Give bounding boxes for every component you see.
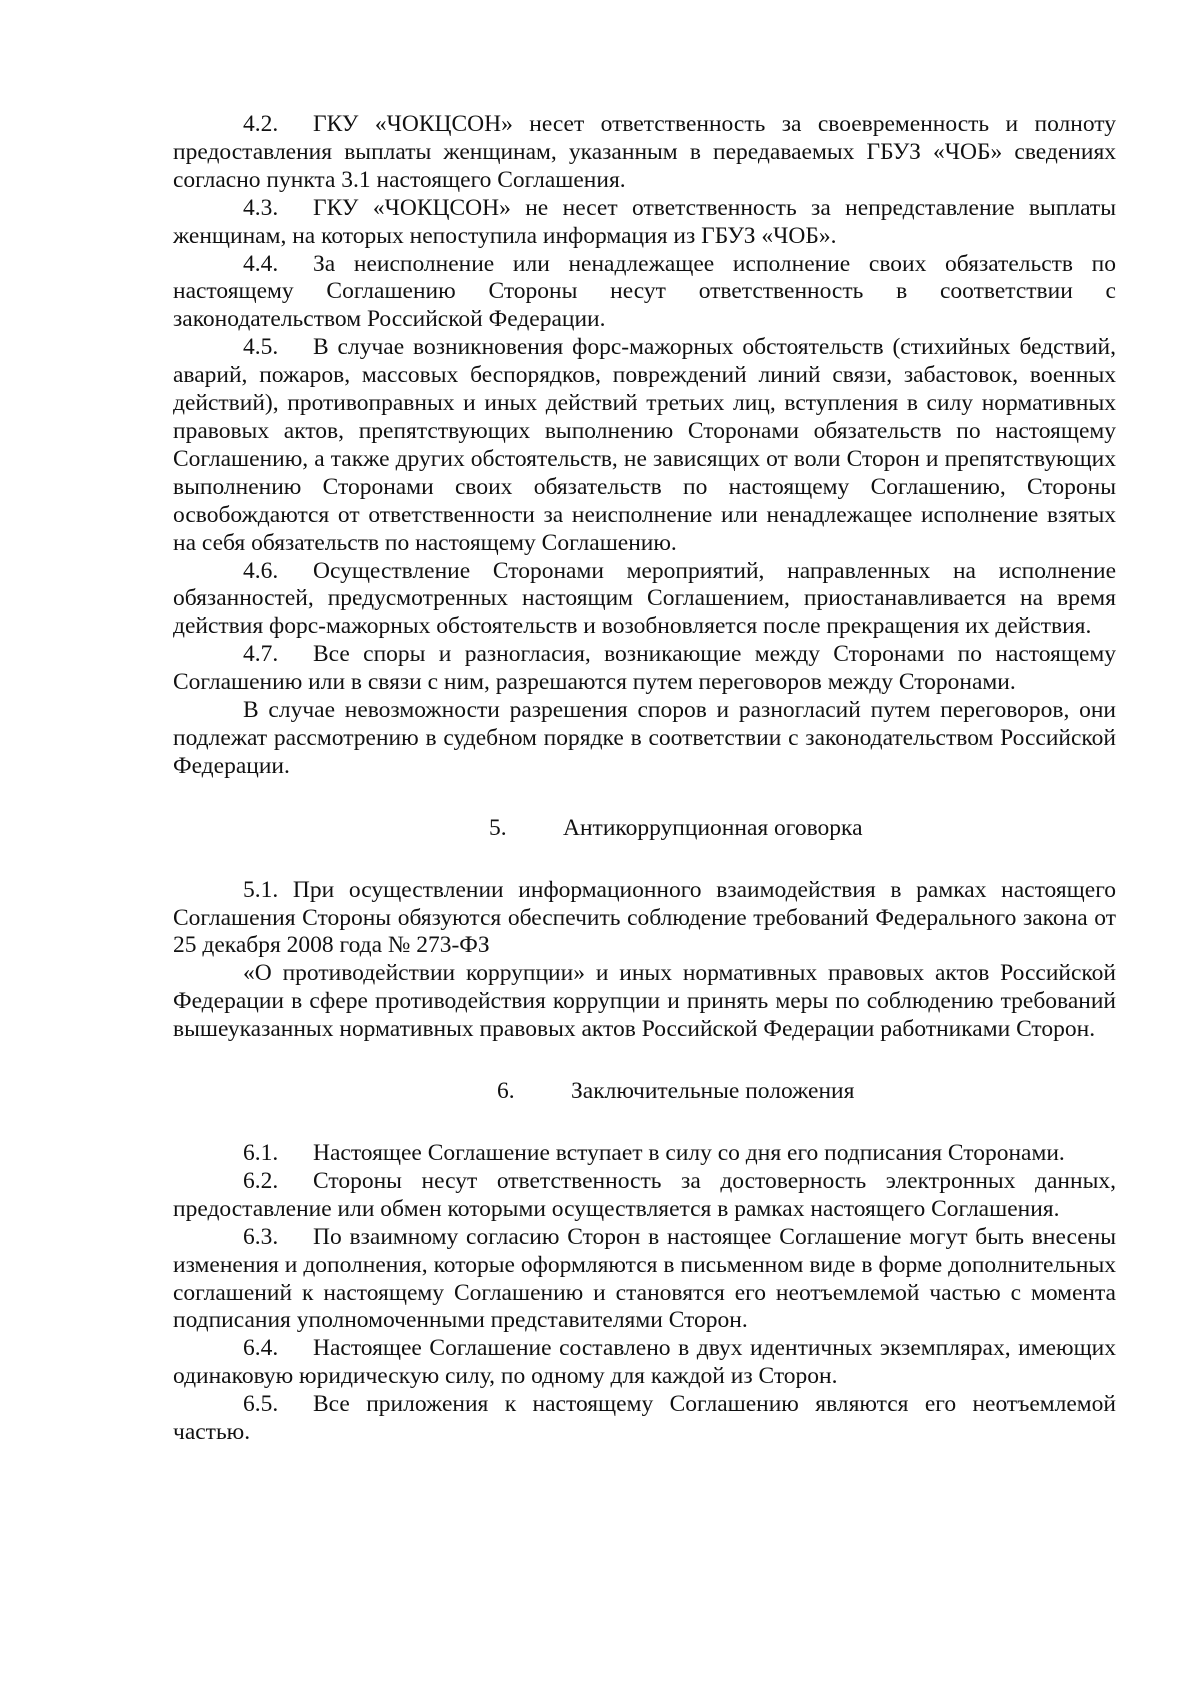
clause-number: 4.5. (243, 334, 279, 361)
section-5-heading (173, 815, 1116, 843)
clause-number: 6.2. (243, 1167, 279, 1194)
clause-text: Настоящее Соглашение вступает в силу со дня его подписания Сторонами. (313, 1140, 1065, 1166)
clause-text: Все приложения к настоящему Соглашению являются его неотъемлемой частью. (173, 1391, 1116, 1446)
section-6-heading (173, 1078, 1116, 1106)
clause-5-1: 5.1. При осуществлении информационного взаимодействия в рамках настоящего Соглашения Стороны обязуются обеспечить соблюдение требований Федерального закона от 25 декабря 2008 года № 273-ФЗ (173, 876, 1116, 959)
clause-4-7-continuation: В случае невозможности разрешения споров и разногласий путем переговоров, они подлежат рассмотрению в судебном порядке в соответствии с законодательством Российской Федерации. (173, 697, 1116, 779)
clause-4-2 (173, 111, 1116, 195)
clause-number: 4.3. (243, 194, 279, 221)
section-title: Антикоррупционная оговорка (563, 814, 863, 841)
clause-6-3 (173, 1224, 1116, 1336)
section-number: 5. (489, 814, 507, 841)
clause-number: 6.4. (243, 1335, 279, 1362)
clause-text: За неисполнение или ненадлежащее исполнение своих обязательств по настоящему Соглашению Стороны несут ответственность в соответствии с законодательством Российской Федерации. (173, 250, 1116, 333)
clause-text: ГКУ «ЧОКЦСОН» не несет ответственность за непредставление выплаты женщинам, на которых непоступила информация из ГБУЗ «ЧОБ». (173, 194, 1116, 249)
clause-text: Осуществление Сторонами мероприятий, направленных на исполнение обязанностей, предусмотренных настоящим Соглашением, приостанавливается на время действия форс-мажорных обстоятельств и возобновляется после прекращения их действия. (173, 557, 1116, 640)
clause-4-6 (173, 558, 1116, 642)
clause-6-5 (173, 1391, 1116, 1447)
spacer (173, 1044, 1116, 1078)
clause-6-1 (173, 1140, 1116, 1168)
clause-text: В случае возникновения форс-мажорных обстоятельств (стихийных бедствий, аварий, пожаров, массовых беспорядков, повреждений линий связи, забастовок, военных действий), противоправных и иных действий третьих лиц, вступления в силу нормативных правовых актов, препятствующих выполнению Сторонами обязательств по настоящему Соглашению, а также других обстоятельств, не зависящих от воли Сторон и препятствующих выполнению Сторонами своих обязательств по настоящему Соглашению, Стороны освобождаются от ответственности за неисполнение или ненадлежащее исполнение взятых на себя обязательств по настоящему Соглашению. (173, 334, 1116, 556)
spacer (173, 781, 1116, 815)
clause-6-4 (173, 1335, 1116, 1391)
spacer (173, 1106, 1116, 1140)
clause-5-1-continuation: «О противодействии коррупции» и иных нормативных правовых актов Российской Федерации в сфере противодействия коррупции и принять меры по соблюдению требований вышеуказанных нормативных правовых актов Российской Федерации работниками Сторон. (173, 960, 1116, 1043)
clause-number: 4.7. (243, 641, 279, 668)
clause-text: Стороны несут ответственность за достоверность электронных данных, предоставление или обмен которыми осуществляется в рамках настоящего Соглашения. (173, 1167, 1116, 1222)
clause-number: 6.5. (243, 1391, 279, 1418)
clause-4-3 (173, 195, 1116, 251)
clause-text: Все споры и разногласия, возникающие между Сторонами по настоящему Соглашению или в связи с ним, разрешаются путем переговоров между Сторонами. (173, 641, 1116, 696)
clause-text: По взаимному согласию Сторон в настоящее Соглашение могут быть внесены изменения и дополнения, которые оформляются в письменном виде в форме дополнительных соглашений к настоящему Соглашению и становятся его неотъемлемой частью с момента подписания уполномоченными представителями Сторон. (173, 1223, 1116, 1334)
document-body (173, 111, 1116, 1447)
clause-text: ГКУ «ЧОКЦСОН» несет ответственность за своевременность и полноту предоставления выплаты женщинам, указанным в передаваемых ГБУЗ «ЧОБ» сведениях согласно пункта 3.1 настоящего Соглашения. (173, 111, 1116, 193)
clause-4-7 (173, 641, 1116, 697)
clause-number: 4.2. (243, 111, 279, 137)
clause-6-2 (173, 1168, 1116, 1224)
clause-number: 4.6. (243, 557, 279, 584)
clause-number: 6.1. (243, 1140, 279, 1166)
section-title: Заключительные положения (571, 1078, 855, 1105)
clause-4-4 (173, 251, 1116, 335)
spacer (173, 843, 1116, 877)
clause-4-5 (173, 334, 1116, 557)
clause-text: Настоящее Соглашение составлено в двух идентичных экземплярах, имеющих одинаковую юридическую силу, по одному для каждой из Сторон. (173, 1335, 1116, 1390)
clause-number: 6.3. (243, 1223, 279, 1250)
section-number: 6. (497, 1078, 515, 1105)
clause-number: 4.4. (243, 250, 279, 277)
